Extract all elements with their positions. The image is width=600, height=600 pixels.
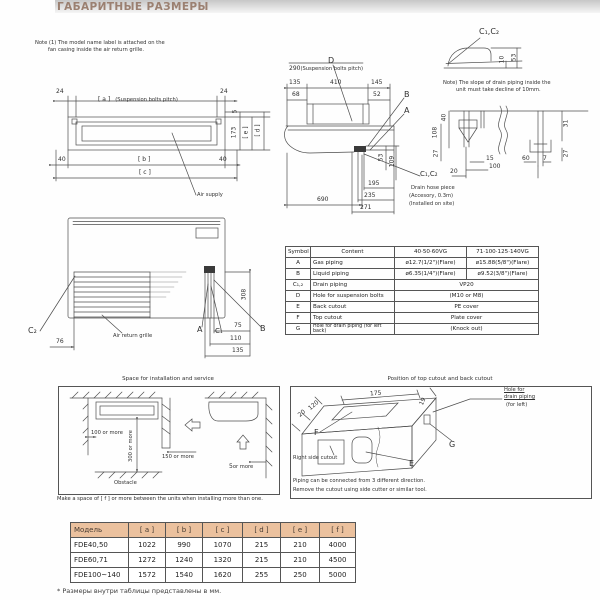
dim-label: 52 <box>373 91 381 98</box>
table-row <box>286 269 539 280</box>
slope-note-line1: Note) The slope of drain piping inside the <box>443 80 551 86</box>
cell-value: 1240 <box>166 553 203 568</box>
col-model: Модель <box>71 523 129 538</box>
dim-label: 75 <box>234 322 242 329</box>
cell-symbol: C₁,₂ <box>286 280 311 291</box>
col-d: [ d ] <box>243 523 281 538</box>
table-row <box>286 258 539 269</box>
cell-value: 1070 <box>203 538 243 553</box>
dim-label: 410 <box>330 79 342 86</box>
col-a: [ a ] <box>129 523 166 538</box>
cell-content: Liquid piping <box>311 269 395 280</box>
label-b: B <box>260 324 266 333</box>
table-row <box>286 324 539 335</box>
dim-label-a <box>98 86 178 105</box>
cell-symbol: A <box>286 258 311 269</box>
cell-symbol: G <box>286 324 311 335</box>
symbol-table <box>285 246 539 335</box>
cell-content: Gas piping <box>311 258 395 269</box>
dim-label: 10 <box>498 55 506 64</box>
col-71-140: 71·100·125·140VG <box>467 247 539 258</box>
dim-label: 53 <box>377 153 385 162</box>
model-dimensions-table <box>70 522 356 583</box>
table-footnote: * Размеры внутри таблицы представлены в мм. <box>57 587 222 595</box>
col-e: [ e ] <box>281 523 320 538</box>
cell-value: 1272 <box>129 553 166 568</box>
cell-value: ø6.35(1/4")(Flare) <box>395 269 467 280</box>
dim-label: 27 <box>432 149 440 158</box>
dim-label-5ormore <box>229 453 253 472</box>
dim-label: 300 or more <box>128 430 134 462</box>
label-c1c2: C₁,C₂ <box>479 27 500 36</box>
cell-value: 990 <box>166 538 203 553</box>
dim-label: 24 <box>56 88 64 95</box>
hole-drain-label-line2: drain piping <box>504 394 536 400</box>
dim-label: 308 <box>240 288 248 301</box>
air-return-grille-label: Air return grille <box>113 333 153 339</box>
dim-label: 100 or more <box>91 430 123 436</box>
label-b: B <box>404 90 410 99</box>
dim-label: 24 <box>220 88 228 95</box>
dim-label: 40 <box>58 156 66 163</box>
dim-label: 100 <box>489 163 501 170</box>
cell-value: 215 <box>243 538 281 553</box>
col-f: [ f ] <box>320 523 356 538</box>
col-symbol: Symbol <box>286 247 311 258</box>
cell-content: Hole for drain piping (for left back) <box>311 324 395 335</box>
cell-value: (Knock out) <box>395 324 539 335</box>
label-e: E <box>409 459 415 468</box>
cell-value: 250 <box>281 568 320 583</box>
dim-290: 290 <box>289 65 301 72</box>
table-row <box>71 568 356 583</box>
table-row <box>286 291 539 302</box>
right-side-cutout-label: Right side cutout <box>293 455 338 461</box>
cell-value: ø9.52(3/8")(Flare) <box>467 269 539 280</box>
dim-label: [ b ] <box>138 156 151 163</box>
cell-value: 4500 <box>320 553 356 568</box>
dim-label: [ c ] <box>139 169 151 176</box>
col-c: [ c ] <box>203 523 243 538</box>
dim-label: 68 <box>292 91 300 98</box>
cell-value: 1620 <box>203 568 243 583</box>
install-panel <box>58 386 280 495</box>
cell-value: 215 <box>243 553 281 568</box>
table-row <box>286 313 539 324</box>
label-d: D <box>328 56 335 65</box>
cell-value: 1320 <box>203 553 243 568</box>
cell-value: 255 <box>243 568 281 583</box>
dim-5-suffix: or more <box>232 464 254 470</box>
dim-label: 40 <box>219 156 227 163</box>
hole-drain-label-line3: (for left) <box>506 402 528 408</box>
cell-value: 1540 <box>166 568 203 583</box>
col-content: Content <box>311 247 395 258</box>
cell-value: PE cover <box>395 302 539 313</box>
cell-symbol: B <box>286 269 311 280</box>
col-40-50-60: 40·50·60VG <box>395 247 467 258</box>
dim-label: 20 <box>296 408 307 419</box>
cell-model: FDE40,50 <box>71 538 129 553</box>
dim-label: 27 <box>562 149 570 158</box>
air-supply-label: Air supply <box>197 192 223 198</box>
dim-label: 150 or more <box>162 454 194 460</box>
dim-label: 135 <box>289 79 301 86</box>
dim-label: 173 <box>230 126 238 139</box>
side-view-drawing <box>284 63 420 214</box>
dim-label: 108 <box>431 126 439 139</box>
cell-symbol: F <box>286 313 311 324</box>
label-c2: C₂ <box>28 326 37 335</box>
cutout-note-line2: Remove the cutout using side cutter or similar tool. <box>293 487 427 493</box>
dim-290-suffix: (Suspension bolts pitch) <box>300 66 364 72</box>
label-a: A <box>197 325 203 334</box>
cell-content: Hole for suspension bolts <box>311 291 395 302</box>
install-caption: Make a space of [ f ] or more between the units when installing more than one. <box>57 496 263 502</box>
cell-value: 210 <box>281 538 320 553</box>
dim-label: 690 <box>317 196 329 203</box>
dim-label: 31 <box>562 119 570 128</box>
cell-content: Drain piping <box>311 280 395 291</box>
cell-symbol: D <box>286 291 311 302</box>
drain-hose-note: (Installed on site) <box>409 201 455 207</box>
drain-hose-note: Drain hose piece <box>411 185 455 191</box>
install-panel-title: Space for installation and service <box>122 376 214 382</box>
dim-label: 7 <box>543 155 547 162</box>
cell-value: 210 <box>281 553 320 568</box>
cutout-panel-title: Position of top cutout and back cutout <box>387 376 493 382</box>
dim-label: 271 <box>360 204 372 211</box>
dim-label: 110 <box>230 335 242 342</box>
label-f: F <box>314 428 319 437</box>
cell-value: Plate cover <box>395 313 539 324</box>
cell-value: 5000 <box>320 568 356 583</box>
cell-model: FDE60,71 <box>71 553 129 568</box>
table-header-row <box>286 247 539 258</box>
cell-value: ø15.88(5/8")(Flare) <box>467 258 539 269</box>
label-a: A <box>404 106 410 115</box>
dim-label: 135 <box>232 347 244 354</box>
page-title: ГАБАРИТНЫЕ РАЗМЕРЫ <box>57 1 209 13</box>
dim-label: 19 <box>418 396 428 407</box>
obstacle-label: Obstacle <box>114 480 137 486</box>
note1-line1: Note (1) The model name label is attached on the <box>35 40 165 46</box>
label-c1: C₁ <box>215 327 223 335</box>
hole-drain-label-line1: Hole for <box>504 387 525 393</box>
dim-label: 120 <box>307 399 321 412</box>
dim-a: [ a ] <box>98 96 111 103</box>
dim-label: 40 <box>440 113 448 122</box>
col-b: [ b ] <box>166 523 203 538</box>
dim-label: 175 <box>369 389 382 398</box>
cell-value: ø12.7(1/2")(Flare) <box>395 258 467 269</box>
dim-label: [ e ] <box>242 126 250 139</box>
table-row <box>286 302 539 313</box>
dim-label: 5 <box>231 109 239 114</box>
dim-label: 109 <box>388 155 396 168</box>
cutout-note-line1: Piping can be connected from 3 different direction. <box>293 478 426 484</box>
label-g: G <box>449 440 456 449</box>
dim-label: [ d ] <box>254 124 262 137</box>
slope-note-line2: unit must take decline of 10mm. <box>456 87 541 93</box>
label-c1c2: C₁,C₂ <box>420 170 438 178</box>
table-row <box>286 280 539 291</box>
cell-value: 1022 <box>129 538 166 553</box>
cell-model: FDE100~140 <box>71 568 129 583</box>
cell-content: Back cutout <box>311 302 395 313</box>
cell-content: Top cutout <box>311 313 395 324</box>
cell-symbol: E <box>286 302 311 313</box>
cell-value: VP20 <box>395 280 539 291</box>
dim-label: 145 <box>371 79 383 86</box>
dim-a-suffix: (Suspension bolts pitch) <box>115 97 178 103</box>
dim-label: 20 <box>450 168 458 175</box>
dim-label: 53 <box>510 53 518 62</box>
table-header-row <box>71 523 356 538</box>
dim-label: 195 <box>368 180 380 187</box>
table-row <box>71 553 356 568</box>
note1-line2: fan casing inside the air return grille. <box>48 47 145 53</box>
cell-value: (M10 or M8) <box>395 291 539 302</box>
dim-label: 60 <box>522 155 530 162</box>
dim-5: 5 <box>229 463 233 470</box>
dim-label: 15 <box>486 155 494 162</box>
cell-value: 4000 <box>320 538 356 553</box>
dim-label: 235 <box>364 192 376 199</box>
pitch-290-label <box>289 55 363 74</box>
drain-hose-note: (Accesory, 0.3m) <box>409 193 454 199</box>
cell-value: 1572 <box>129 568 166 583</box>
dim-label: 76 <box>56 338 64 345</box>
table-row <box>71 538 356 553</box>
